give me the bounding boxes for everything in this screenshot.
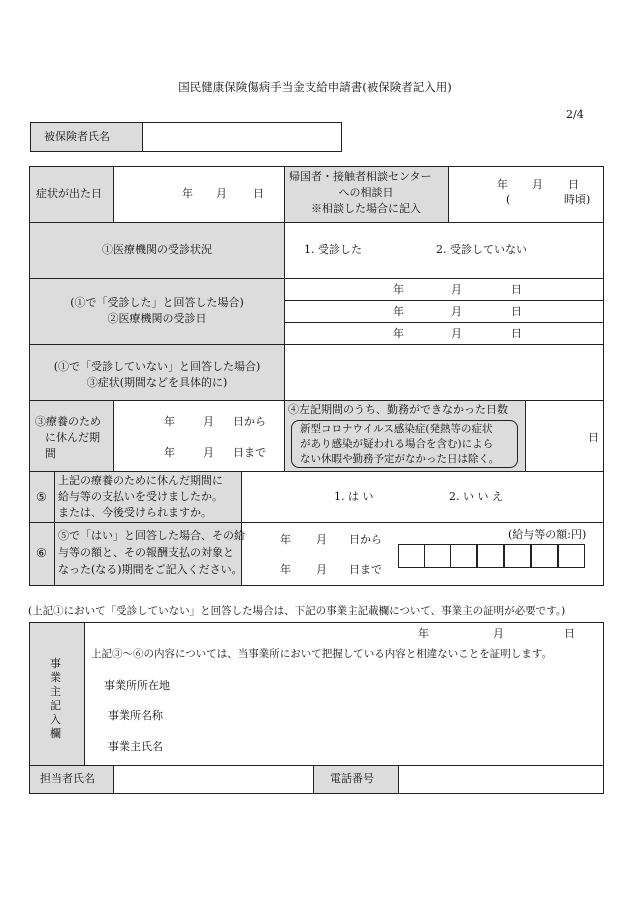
symptom-month: 月	[216, 187, 227, 200]
leave-to-month: 月	[203, 446, 214, 459]
consult-year: 年	[497, 178, 508, 191]
visit1-month: 月	[451, 283, 462, 296]
page-number: 2/4	[566, 108, 584, 121]
employer-day: 日	[564, 627, 575, 640]
amount-digit-4[interactable]	[477, 544, 504, 568]
pay-to-day: 日まで	[349, 563, 382, 576]
employer-label-char-4: 記	[50, 699, 61, 712]
phone-field[interactable]	[399, 766, 603, 793]
visit3-day: 日	[511, 327, 522, 340]
amount-digit-5[interactable]	[504, 544, 531, 568]
amount-label: (給与等の額:円)	[508, 528, 587, 541]
visit3-year: 年	[393, 327, 404, 340]
employer-label-char-3: 主	[50, 685, 61, 698]
pay-from-year: 年	[280, 533, 291, 546]
consult-label-line2: への相談日	[338, 186, 394, 199]
row5-question-line2: 給与等の支払いを受けましたか。	[58, 490, 223, 503]
visit2-day: 日	[511, 305, 522, 318]
leave-label-line2: に休んだ期	[45, 431, 100, 444]
employer-year: 年	[418, 627, 429, 640]
leave-to-year: 年	[164, 446, 175, 459]
leave-label-line1: ③療養のため	[35, 415, 101, 428]
visit1-day: 日	[511, 283, 522, 296]
leave-from-month: 月	[203, 415, 214, 428]
employer-label-char-5: 入	[50, 713, 61, 726]
row6-question-line2: 与等の額と、その報酬支払の対象と	[58, 546, 234, 559]
visit-date-label-line2: ②医療機関の受診日	[107, 312, 207, 325]
consult-day: 日	[568, 178, 579, 191]
staff-name-label: 担当者氏名	[40, 772, 95, 785]
days-note-line2: があり感染が疑われる場合を含む)によら	[300, 438, 494, 450]
leave-from-day: 日から	[233, 415, 266, 428]
employer-certify-text: 上記③～⑥の内容については、当事業所において把握している内容と相違ないことを証明します。	[91, 648, 552, 660]
employer-owner-label: 事業主氏名	[108, 740, 163, 753]
consult-label-line3: ※相談した場合に記入	[311, 202, 421, 215]
visit-date-label-line1: (①で「受診した」と回答した場合)	[70, 296, 244, 309]
no-visit-label-line2: ③症状(期間などを具体的に)	[86, 376, 228, 389]
employer-label-char-2: 業	[50, 671, 61, 684]
days-unit: 日	[588, 431, 599, 444]
consult-time-open: (	[506, 193, 511, 206]
employer-note: (上記①において「受診していない」と回答した場合は、下記の事業主記載欄について、事業主の証明が必要です。)	[28, 605, 566, 617]
amount-digit-3[interactable]	[450, 544, 477, 568]
amount-digit-1[interactable]	[398, 544, 425, 568]
amount-digit-7[interactable]	[558, 544, 585, 568]
employer-month: 月	[493, 627, 504, 640]
insured-name-field[interactable]	[142, 122, 342, 152]
pay-to-month: 月	[316, 563, 327, 576]
symptom-day: 日	[253, 187, 264, 200]
medical-status-label: ①医療機関の受診状況	[102, 243, 212, 256]
option-no[interactable]: 2. い い え	[449, 490, 503, 503]
option-visited[interactable]: 1. 受診した	[304, 243, 362, 256]
consult-label-line1: 帰国者・接触者相談センター	[289, 170, 432, 183]
row5-question-line1: 上記の療養のために休んだ期間に	[58, 474, 223, 487]
leave-from-year: 年	[164, 415, 175, 428]
employer-label-char-6: 欄	[50, 727, 61, 740]
visit1-year: 年	[393, 283, 404, 296]
days-note-line3: ない休暇や勤務予定がなかった日は除く。	[300, 453, 500, 465]
amount-digit-6[interactable]	[531, 544, 558, 568]
pay-to-year: 年	[280, 563, 291, 576]
phone-label: 電話番号	[330, 772, 374, 785]
employer-name-label: 事業所名称	[108, 709, 163, 722]
row6-question-line3: なった(なる)期間をご記入ください。	[58, 563, 243, 576]
symptom-details-field[interactable]	[285, 345, 603, 400]
symptom-year: 年	[182, 187, 193, 200]
row6-question-line1: ⑤で「はい」と回答した場合、その給	[58, 529, 245, 542]
page-title: 国民健康保険傷病手当金支給申請書(被保険者記入用)	[178, 80, 452, 94]
amount-digit-2[interactable]	[424, 544, 451, 568]
employer-address-label: 事業所所在地	[104, 679, 170, 692]
no-visit-label-line1: (①で「受診していない」と回答した場合)	[53, 360, 261, 373]
option-yes[interactable]: 1. は い	[334, 490, 374, 503]
visit3-month: 月	[451, 327, 462, 340]
consult-time-label: 時頃)	[564, 193, 591, 206]
option-not-visited[interactable]: 2. 受診していない	[436, 243, 527, 256]
days-note-line1: 新型コロナウイルス感染症(発熱等の症状	[300, 423, 493, 435]
employer-label-char-1: 事	[50, 657, 61, 670]
leave-to-day: 日まで	[233, 446, 266, 459]
row5-question-line3: または、今後受けられますか。	[58, 506, 212, 519]
visit2-month: 月	[451, 305, 462, 318]
consult-month: 月	[532, 178, 543, 191]
symptom-date-label: 症状が出た日	[36, 187, 102, 200]
days-label: ④左記期間のうち、勤務ができなかった日数	[288, 403, 508, 416]
row6-number: ⑥	[36, 546, 47, 560]
insured-name-label: 被保険者氏名	[44, 130, 110, 143]
staff-name-field[interactable]	[114, 766, 313, 793]
visit2-year: 年	[393, 305, 404, 318]
pay-from-day: 日から	[349, 533, 382, 546]
leave-label-line3: 間	[45, 447, 56, 460]
row5-number: ⑤	[36, 490, 47, 504]
pay-from-month: 月	[316, 533, 327, 546]
